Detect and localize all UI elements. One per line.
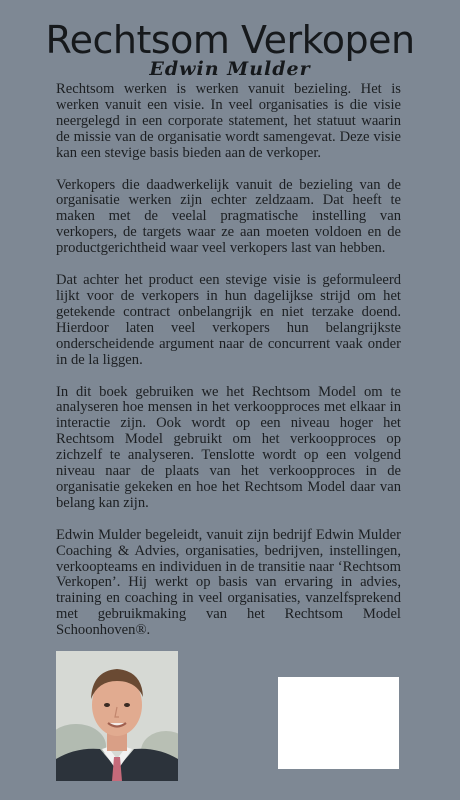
blurb-paragraph-2: Verkopers die daadwerkelijk vanuit de bezieling van de organisatie werken zijn echter zeldzaam. Dat heeft te maken met de veelal pragmatische instelling van verkopers, de targets waar ze aan moeten voldoen en de productgerichtheid waar veel verkopers last van hebben. xyxy=(56,176,401,257)
blurb-paragraph-3: Dat achter het product een stevige visie is geformuleerd lijkt voor de verkopers in hun dagelijkse strijd om het getekende contract onbelangrijk en niet terzake doend. Hierdoor laten veel verkopers hun belangrijkste onderscheidende argument naar de concurrent vaak onder in de la liggen. xyxy=(56,272,401,368)
author-photo xyxy=(56,651,178,781)
author-name: Edwin Mulder xyxy=(149,58,311,80)
blurb-paragraph-1: Rechtsom werken is werken vanuit bezieling. Het is werken vanuit een visie. In veel organisaties is die visie neergelegd in een corporate statement, het statuut waarin de missie van de organisatie wordt samengevat. Deze visie kan een stevige basis bieden aan de verkoper. xyxy=(56,81,401,161)
barcode-area xyxy=(278,677,399,769)
blurb-paragraph-4: In dit boek gebruiken we het Rechtsom Model om te analyseren hoe mensen in het verkoopproces met elkaar in interactie zijn. Ook wordt op een niveau hoger het Rechtsom Model gebruikt om het verkoopproces op zichzelf te analyseren. Tenslotte wordt op een volgend niveau naar de plaats van het verkoopproces in de organisatie gekeken en hoe het Rechtsom Model daar van belang kan zijn. xyxy=(56,383,401,511)
blurb-paragraph-5: Edwin Mulder begeleidt, vanuit zijn bedrijf Edwin Mulder Coaching & Advies, organisaties, bedrijven, instellingen, verkoopteams en individuen in de transitie naar ‘Rechtsom Verkopen’. Hij werkt op basis van ervaring in advies, training en coaching in veel organisaties, vanzelfsprekend met gebruikmaking van het Rechtsom Model Schoonhoven®. xyxy=(56,526,401,639)
book-title: Rechtsom Verkopen xyxy=(45,18,415,62)
blurb-text xyxy=(56,82,401,655)
